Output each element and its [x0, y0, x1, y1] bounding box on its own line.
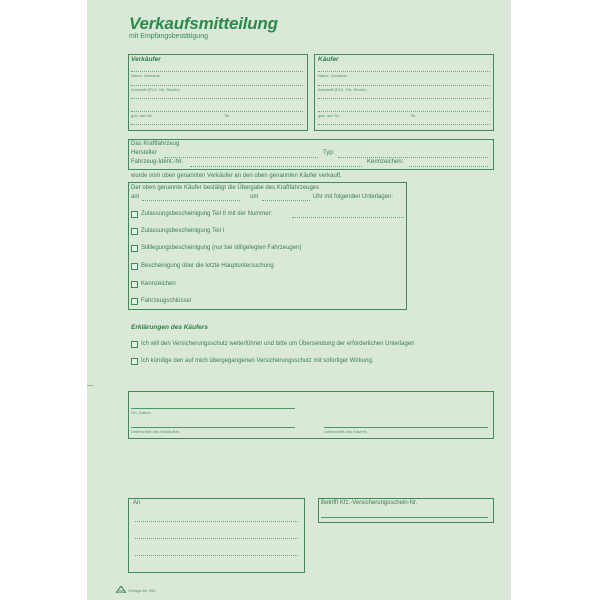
form-subtitle: mit Empfangsbestätigung [129, 33, 208, 40]
buyer-heading: Käufer [318, 56, 339, 63]
checkbox-continue-insurance[interactable] [131, 341, 138, 348]
declaration-cancel-label: Ich kündige den auf mich übergegangenen Versicherungsschutz mit sofortiger Wirkung. [141, 358, 374, 364]
address-label: An [133, 500, 141, 506]
buyer-tel-label: Tel. [410, 113, 417, 118]
checkbox-stilllegung[interactable] [131, 245, 138, 252]
vehicle-type-field[interactable] [338, 157, 488, 158]
buyer-box [314, 54, 494, 131]
seller-id-field[interactable] [131, 111, 303, 112]
item-zb1-label: Zulassungsbescheinigung Teil I [141, 228, 225, 234]
vehicle-vin-label: Fahrzeug-Ident.-Nr. [131, 159, 184, 165]
seller-id-label: geb. am/ Nr. [131, 113, 153, 118]
handover-date-field[interactable] [142, 200, 240, 201]
seller-address-field-2[interactable] [131, 98, 303, 99]
signature-box [128, 391, 494, 439]
buyer-signature-label: Unterschrift des Käufers [324, 429, 367, 434]
form-title: Verkaufsmitteilung [129, 14, 278, 33]
vehicle-plate-label: Kennzeichen: [367, 159, 404, 165]
checkbox-cancel-insurance[interactable] [131, 358, 138, 365]
seller-name-field[interactable] [131, 71, 303, 72]
vehicle-type-label: Typ: [323, 150, 335, 156]
vehicle-plate-field[interactable] [409, 166, 488, 167]
checkbox-zb1[interactable] [131, 228, 138, 235]
seller-name-label: Name, Vorname [131, 73, 160, 78]
checkbox-schluessel[interactable] [131, 298, 138, 305]
seller-signature-field[interactable] [131, 427, 295, 428]
vehicle-vin-field[interactable] [190, 166, 362, 167]
seller-heading: Verkäufer [131, 56, 161, 63]
declarations-heading: Erklärungen des Käufers [131, 324, 208, 331]
fold-mark [87, 385, 93, 386]
form-number: Verlags-Nr. 590 [128, 588, 156, 593]
seller-address-label: Anschrift (PLZ, Ort, Straße) [131, 87, 180, 92]
checkbox-kennzeichen[interactable] [131, 281, 138, 288]
buyer-signature-field[interactable] [324, 427, 488, 428]
place-date-label: Ort, Datum [131, 410, 151, 415]
checkbox-hu[interactable] [131, 263, 138, 270]
checkbox-zb2[interactable] [131, 211, 138, 218]
seller-address-field[interactable] [131, 85, 303, 86]
publisher-logo-icon [116, 586, 126, 593]
place-date-field[interactable] [131, 408, 295, 409]
buyer-name-label: Name, Vorname [318, 73, 347, 78]
handover-text: Der oben genannte Käufer bestätigt die Übergabe des Kraftfahrzeuges [131, 185, 320, 191]
vehicle-manufacturer-field[interactable] [164, 157, 318, 158]
buyer-id-field[interactable] [318, 111, 490, 112]
declaration-continue-label: Ich will den Versicherungsschutz weiterführen und bitte um Übersendung der erforderlichen Unterlagen [141, 341, 415, 347]
seller-tel-label: Tel. [224, 113, 231, 118]
handover-am-label: am [131, 194, 140, 200]
address-line-1[interactable] [135, 521, 298, 522]
buyer-extra-field[interactable] [318, 124, 490, 125]
buyer-address-field[interactable] [318, 85, 490, 86]
handover-uhr-label: Uhr mit folgenden Unterlagen: [313, 194, 394, 200]
item-zb2-label: Zulassungsbescheinigung Teil II mit der Nummer: [141, 211, 273, 217]
seller-signature-label: Unterschrift des Verkäufers [131, 429, 180, 434]
address-line-2[interactable] [135, 538, 298, 539]
buyer-address-label: Anschrift (PLZ, Ort, Straße) [318, 87, 367, 92]
buyer-name-field[interactable] [318, 71, 490, 72]
buyer-id-label: geb. am/ Nr. [318, 113, 340, 118]
zb2-number-field[interactable] [292, 217, 404, 218]
vehicle-heading: Das Kraftfahrzeug [131, 141, 180, 147]
reference-field[interactable] [321, 517, 488, 518]
handover-um-label: um [250, 194, 259, 200]
item-schluessel-label: Fahrzeugschlüssel [141, 298, 192, 304]
buyer-address-field-2[interactable] [318, 98, 490, 99]
handover-time-field[interactable] [262, 200, 310, 201]
reference-label: Betrifft Kfz.-Versicherungsschein-Nr. [321, 500, 418, 506]
item-kennzeichen-label: Kennzeichen [141, 281, 176, 287]
seller-extra-field[interactable] [131, 124, 303, 125]
item-stilllegung-label: Stilllegungsbescheinigung (nur bei stillgelegten Fahrzeugen) [141, 245, 302, 251]
vehicle-manufacturer-label: Hersteller [131, 150, 157, 156]
address-line-3[interactable] [135, 555, 298, 556]
address-box [128, 498, 305, 573]
seller-box [128, 54, 308, 131]
item-hu-label: Bescheinigung über die letzte Hauptuntersuchung [141, 263, 274, 269]
sold-statement: wurde vom oben genannten Verkäufer an den oben genannten Käufer verkauft. [131, 173, 342, 179]
